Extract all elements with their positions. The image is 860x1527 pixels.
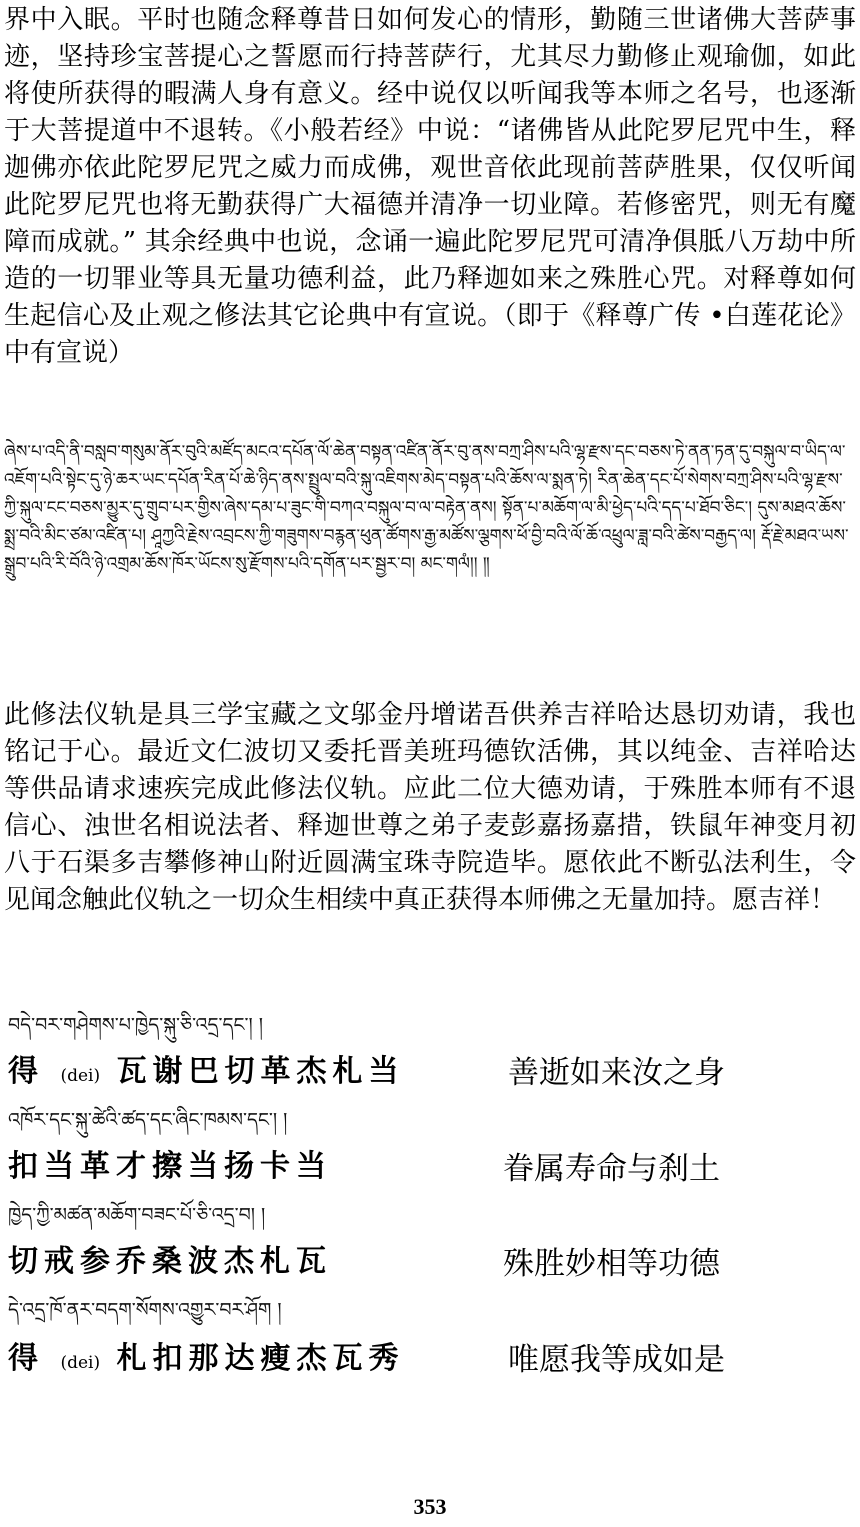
verse-1-tibetan: བདེ་བར་གཤེགས་པ་ཁྱེད་སྐུ་ཅི་འདྲ་དང་། ། bbox=[8, 1014, 263, 1036]
verse-3-phonetic bbox=[8, 1236, 332, 1280]
verse-2-phonetic bbox=[8, 1141, 332, 1185]
page-number: 353 bbox=[413, 1494, 447, 1519]
verse-3-chinese: 殊胜妙相等功德 bbox=[503, 1246, 720, 1282]
colophon-paragraph: 此修法仪轨是具三学宝藏之文邬金丹增诺吾供养吉祥哈达恳切劝请，我也铭记于心。最近文仁波切又委托晋美班玛德钦活佛，其以纯金、吉祥哈达等供品请求速疾完成此修法仪轨。应此二位大德劝请，于殊胜本师有不退信心、浊世名相说法者、释迦世尊之弟子麦彭嘉扬嘉措，铁鼠年神变月初八于石渠多吉攀修神山附近圆满宝珠寺院造毕。愿依此不断弘法利生，令见闻念触此仪轨之一切众生相续中真正获得本师佛之无量加持。愿吉祥！ bbox=[4, 700, 856, 915]
verse-1-phonetic bbox=[8, 1046, 405, 1090]
verse-3-phonetic-a: 切戒参乔桑波杰札瓦 bbox=[8, 1244, 332, 1279]
verse-4-chinese: 唯愿我等成如是 bbox=[508, 1342, 725, 1378]
verse-4-phonetic-a: 得 bbox=[8, 1341, 44, 1376]
verse-4-phonetic-b: 札扣那达瘦杰瓦秀 bbox=[116, 1341, 405, 1376]
intro-paragraph: 界中入眠。平时也随念释尊昔日如何发心的情形，勤随三世诸佛大菩萨事迹，坚持珍宝菩提心之誓愿而行持菩萨行，尤其尽力勤修止观瑜伽，如此将使所获得的暇满人身有意义。经中说仅以听闻我等本师之名号，也逐渐于大菩提道中不退转。《小般若经》中说：“诸佛皆从此陀罗尼咒中生，释迦佛亦依此陀罗尼咒之威力而成佛，观世音依此现前菩萨胜果，仅仅听闻此陀罗尼咒也将无勤获得广大福德并清净一切业障。若修密咒，则无有魔障而成就。” 其余经典中也说，念诵一遍此陀罗尼咒可清净俱胝八万劫中所造的一切罪业等具无量功德利益，此乃释迦如来之殊胜心咒。对释尊如何生起信心及止观之修法其它论典中有宣说。（即于《释尊广传 •白莲花论》中有宣说） bbox=[4, 5, 856, 368]
verse-4-tibetan: དེ་འདྲ་ཁོ་ནར་བདག་སོགས་འགྱུར་བར་ཤོག ། bbox=[8, 1299, 282, 1321]
verse-1-phonetic-a: 得 bbox=[8, 1054, 44, 1089]
verse-3-tibetan: ཁྱེད་ཀྱི་མཚན་མཆོག་བཟང་པོ་ཅི་འདྲ་བ། ། bbox=[8, 1204, 266, 1226]
verse-2-tibetan: འཁོར་དང་སྐུ་ཚེའི་ཚད་དང་ཞིང་ཁམས་དང་། ། bbox=[8, 1109, 288, 1131]
verse-4-phonetic-small: (dei) bbox=[60, 1353, 101, 1373]
verse-1-phonetic-small: (dei) bbox=[60, 1066, 101, 1086]
verse-1-chinese: 善逝如来汝之身 bbox=[508, 1055, 725, 1091]
verse-2-phonetic-a: 扣当革才擦当扬卡当 bbox=[8, 1149, 332, 1184]
verse-1-phonetic-b: 瓦谢巴切革杰札当 bbox=[116, 1054, 405, 1089]
verse-2-chinese: 眷属寿命与刹土 bbox=[503, 1151, 720, 1187]
tibetan-colophon: ཞེས་པ་འདི་ནི་བསླབ་གསུམ་ནོར་བུའི་མཛོད་མངའ་དཔོན་ལོ་ཆེན་བསྟན་འཛིན་ནོར་བུ་ནས་བཀྲ་ཤིས་པའི་ལྷ་རྫས་དང་བཅས་ཏེ་ནན་ཏན་དུ་བསྐུལ་བ་ཡིད་ལ་འཇོག་པའི་སྟེང་དུ་ཉེ་ཆར་ཡང་དཔོན་རིན་པོ་ཆེ་ཉིད་ནས་སྤྲུལ་བའི་སྐུ་འཇིགས་མེད་བསྟན་པའི་ཆོས་ལ་སྨན་ཏེ། རིན་ཆེན་དང་པོ་སེགས་བཀྲ་ཤིས་པའི་ལྷ་རྫས་ཀྱི་སྐུལ་ངང་བཅས་མྱུར་དུ་གྲུབ་པར་གྱིས་ཞེས་དམ་པ་ཟུང་གི་བཀའ་བསྐུལ་བ་ལ་བརྟེན་ནས། སྟོན་པ་མཆོག་ལ་མི་ཕྱེད་པའི་དད་པ་ཐོབ་ཅིང་། དུས་མཐའ་ཆོས་སྨྲ་བའི་མིང་ཙམ་འཛིན་པ། ཤཱཀྱའི་རྗེས་འབྲངས་ཀྱི་གཟུགས་བརྙན་ཕུན་ཚོགས་རྒྱ་མཚོས་ལྕགས་ཕོ་བྱི་བའི་ལོ་ཆོ་འཕྲུལ་ཟླ་བའི་ཚེས་བརྒྱད་ལ། རྡོ་རྗེ་མཐའ་ཡས་སྒྲུབ་པའི་རི་བོའི་ཉེ་འགྲམ་ཆོས་ཁོར་ཡོངས་སུ་རྫོགས་པའི་དགོན་པར་སྦྱར་བ། མང་གལཾ།། ༎ bbox=[4, 442, 849, 574]
verse-4-phonetic bbox=[8, 1333, 405, 1377]
